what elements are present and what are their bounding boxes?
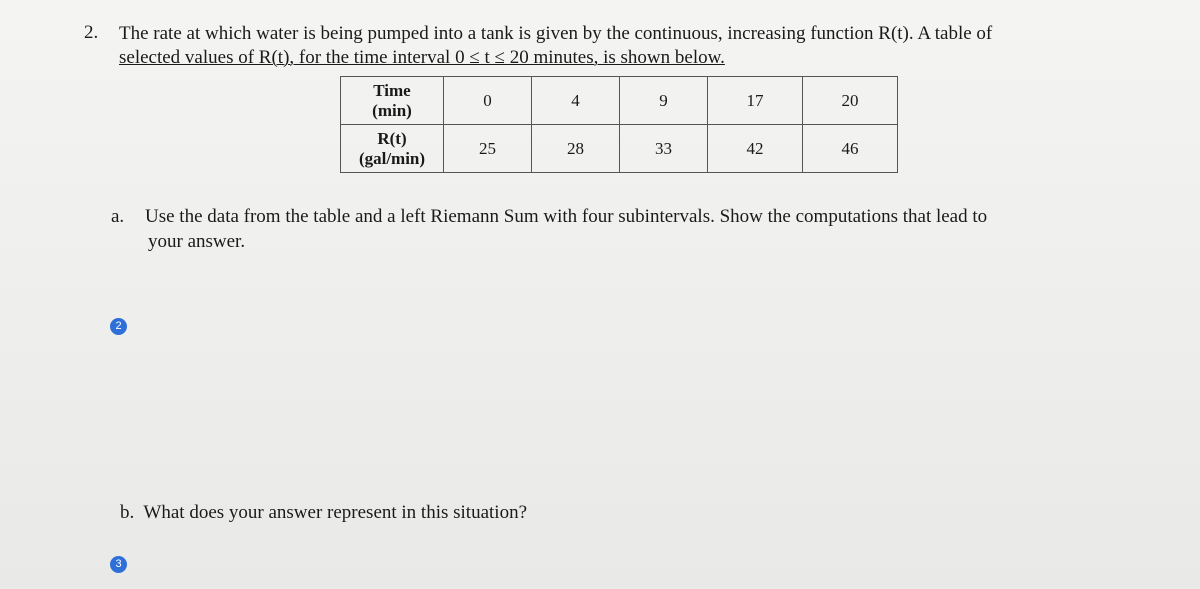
part-a xyxy=(111,204,1131,254)
rate-table xyxy=(340,76,898,173)
time-header-label: Time xyxy=(373,80,411,100)
rate-cell: 28 xyxy=(532,125,620,173)
question-number: 2. xyxy=(84,22,99,43)
time-cell: 17 xyxy=(708,77,803,125)
time-cell: 4 xyxy=(532,77,620,125)
question-prompt xyxy=(119,22,1179,70)
time-cell: 20 xyxy=(803,77,898,125)
part-a-line-2: your answer. xyxy=(148,231,246,252)
point-value-badge: 2 xyxy=(110,318,127,335)
point-value-badge: 3 xyxy=(110,556,127,573)
rate-cell: 42 xyxy=(708,125,803,173)
rate-cell: 46 xyxy=(803,125,898,173)
time-row xyxy=(341,77,898,125)
part-a-label: a. xyxy=(111,206,125,227)
time-cell: 0 xyxy=(444,77,532,125)
rate-cell: 25 xyxy=(444,125,532,173)
part-b xyxy=(120,500,527,525)
rate-header xyxy=(341,125,444,173)
time-header-unit: (min) xyxy=(372,100,412,120)
question-line-1: The rate at which water is being pumped into a tank is given by the continuous, increasing function R(t). A table of xyxy=(119,23,993,44)
part-a-line-1: Use the data from the table and a left Riemann Sum with four subintervals. Show the computations that lead to xyxy=(145,206,988,227)
part-b-label: b. xyxy=(120,502,135,523)
time-cell: 9 xyxy=(620,77,708,125)
rate-cell: 33 xyxy=(620,125,708,173)
rate-header-label: R(t) xyxy=(377,128,407,148)
time-header xyxy=(341,77,444,125)
rate-header-unit: (gal/min) xyxy=(358,148,426,168)
question-line-2: selected values of R(t), for the time interval 0 ≤ t ≤ 20 minutes, is shown below. xyxy=(119,47,725,68)
part-b-text: What does your answer represent in this situation? xyxy=(143,502,528,523)
rate-row xyxy=(341,125,898,173)
